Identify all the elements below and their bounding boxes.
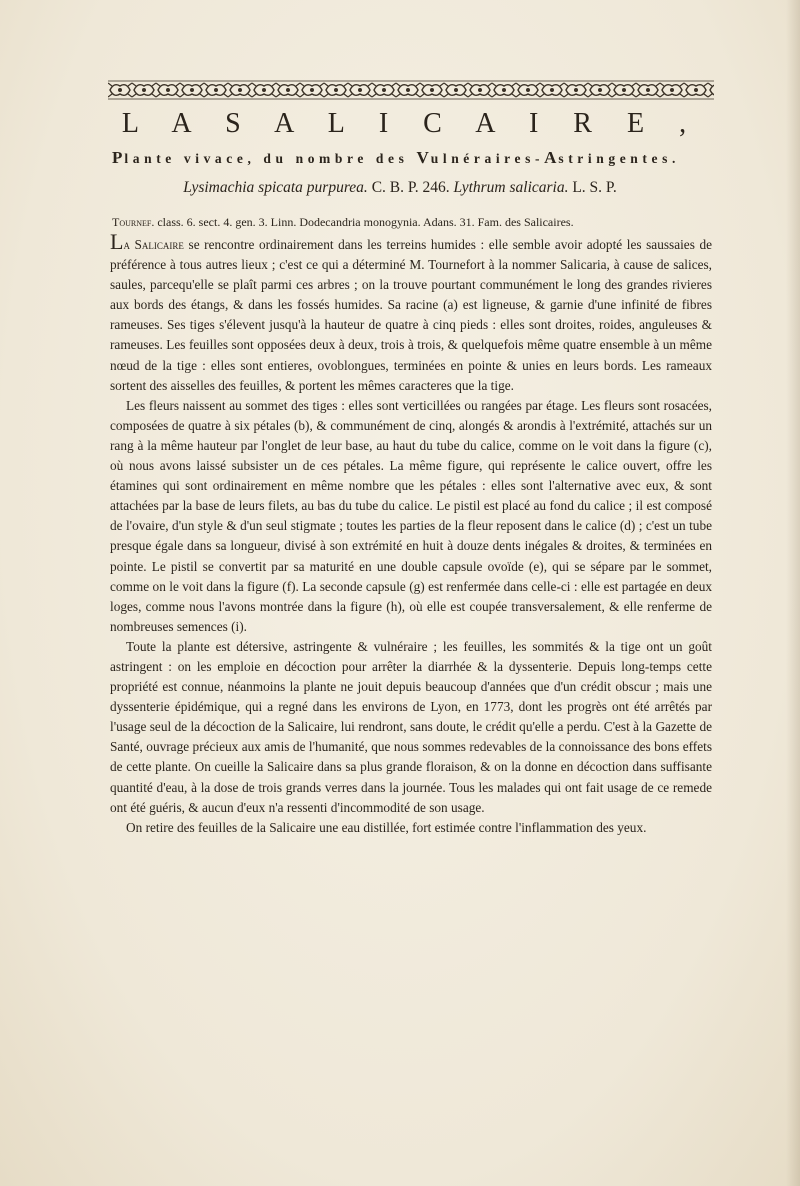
botanical-synonyms [0,179,800,197]
page-title: L A S A L I C A I R E , [121,108,701,139]
ref-author: Tournef. [112,215,155,229]
paragraph-2: Les fleurs naissent au sommet des tiges : elles sont verticillées ou rangées par étage. Les fleurs sont rosacées, composées de quatre à six pétales (b), & communément de cinq, alongés & arondis à l'extrémité, attachés sur un rang à la même hauteur par l'onglet de leur base, au haut du tube du calice, comme on le voit dans la figure (c), où nous avons laissé subsister un de ces pétales. La même figure, qui représente le calice ouvert, offre les étamines qui sont ordinairement en même nombre que les pétales : elles sont l'alternative avec eux, & sont attachées par la base de leurs filets, au bas du tube du calice. Le pistil est placé au fond du calice ; il est composé de l'ovaire, d'un style & d'un seul stigmate ; toutes les parties de la fleur reposent dans le calice (d) ; c'est un tube presque égale dans sa longueur, divisé à son extrémité en huit à douze dents inégales & droites, & terminées en pointe. Le pistil se convertit par sa maturité en une double capsule ovoïde (e), qui se sépare par le sommet, comme on le voit dans la figure (f). La seconde capsule (g) est renfermée dans celle-ci : elle est partagée en deux loges, comme nous l'avons montrée dans la figure (h), où elle est coupée transversalement, & elle renferme de nombreuses semences (i). [110,397,712,634]
classification-references [112,215,712,230]
decorative-header-band [108,80,714,100]
ornament-band-icon [108,80,714,100]
ref-text: class. 6. sect. 4. gen. 3. Linn. Dodecandria monogynia. Adans. 31. Fam. des Salicaires. [154,215,574,229]
paragraph-1-text: se rencontre ordinairement dans les terreins humides : elle semble avoir adopté les saussaies de préférence à tous autres lieux ; c'est ce qui a déterminé M. Tournefort à la nommer Salicaria, à cause de salices, saules, parcequ'elle se plaît parmi ces arbres ; on la trouve pourtant communément le long des grandes rivieres aux bords des étangs, & dans les fossés humides. Sa racine (a) est ligneuse, & garnie d'une infinité de fibres rameuses. Ses tiges s'élevent jusqu'à la hauteur de quatre à cinq pieds : elles sont droites, roides, anguleuses & rameuses. Les feuilles sont opposées deux à deux, trois à trois, & quelquefois même quatre ensemble à un même nœud de la tige : elles sont entieres, ovoblongues, terminées en pointe & unies en leurs bords. Les rameaux sortent des aisselles des feuilles, & portent les mêmes caracteres que la tige. [110,237,712,393]
paragraph-3: Toute la plante est détersive, astringente & vulnéraire ; les feuilles, les sommités & la tige ont un goût astringent : on les emploie en décoction pour arrêter la diarrhée & la dyssenterie. Depuis long-temps cette propriété est connue, néanmoins la plante ne jouit depuis beaucoup d'années que d'un crédit obscur ; mais une dyssenterie épidémique, qui a regné dans les environs de Lyon, en 1773, dont les progrès ont été arrêtés par l'usage seul de la décoction de la Salicaire, lui rendront, sans doute, le crédit qu'elle a perdu. C'est à la Gazette de Santé, ouvrage précieux aux amis de l'humanité, que nous sommes redevables de la connoissance des bons effets de cette plante. On cueille la Salicaire dans sa plus grande floraison, & on la donne en décoction dans suffisante quantité d'eau, à la dose de trois grands verres dans la journée. Tous les malades qui ont fait usage de ce remede ont été guéris, & aucun d'eux n'a ressenti d'incommodité de son usage. [110,638,712,815]
page-edge-shadow [786,0,800,1186]
subtitle-part-3: stringentes. [558,151,680,166]
subtitle-part-2: ulnéraires- [430,151,545,166]
synonym-ref-1: C. B. P. 246. [367,179,454,196]
paragraph-4: On retire des feuilles de la Salicaire une eau distillée, fort estimée contre l'inflammation des yeux. [126,819,647,835]
subtitle-cap-p: P [112,148,125,167]
synonym-name-2: Lythrum salicaria. [453,179,569,196]
page-subtitle [112,148,712,168]
synonym-ref-2: L. S. P. [568,179,617,196]
article-body [110,229,712,838]
paragraph-1 [110,229,712,396]
paragraph-1-lead: a Salicaire [123,237,184,252]
subtitle-cap-v: V [416,148,431,167]
synonym-name-1: Lysimachia spicata purpurea. [183,179,368,196]
subtitle-part-1: lante vivace, du nombre des [124,151,417,166]
drop-cap: L [110,229,124,254]
subtitle-cap-a: A [544,148,559,167]
